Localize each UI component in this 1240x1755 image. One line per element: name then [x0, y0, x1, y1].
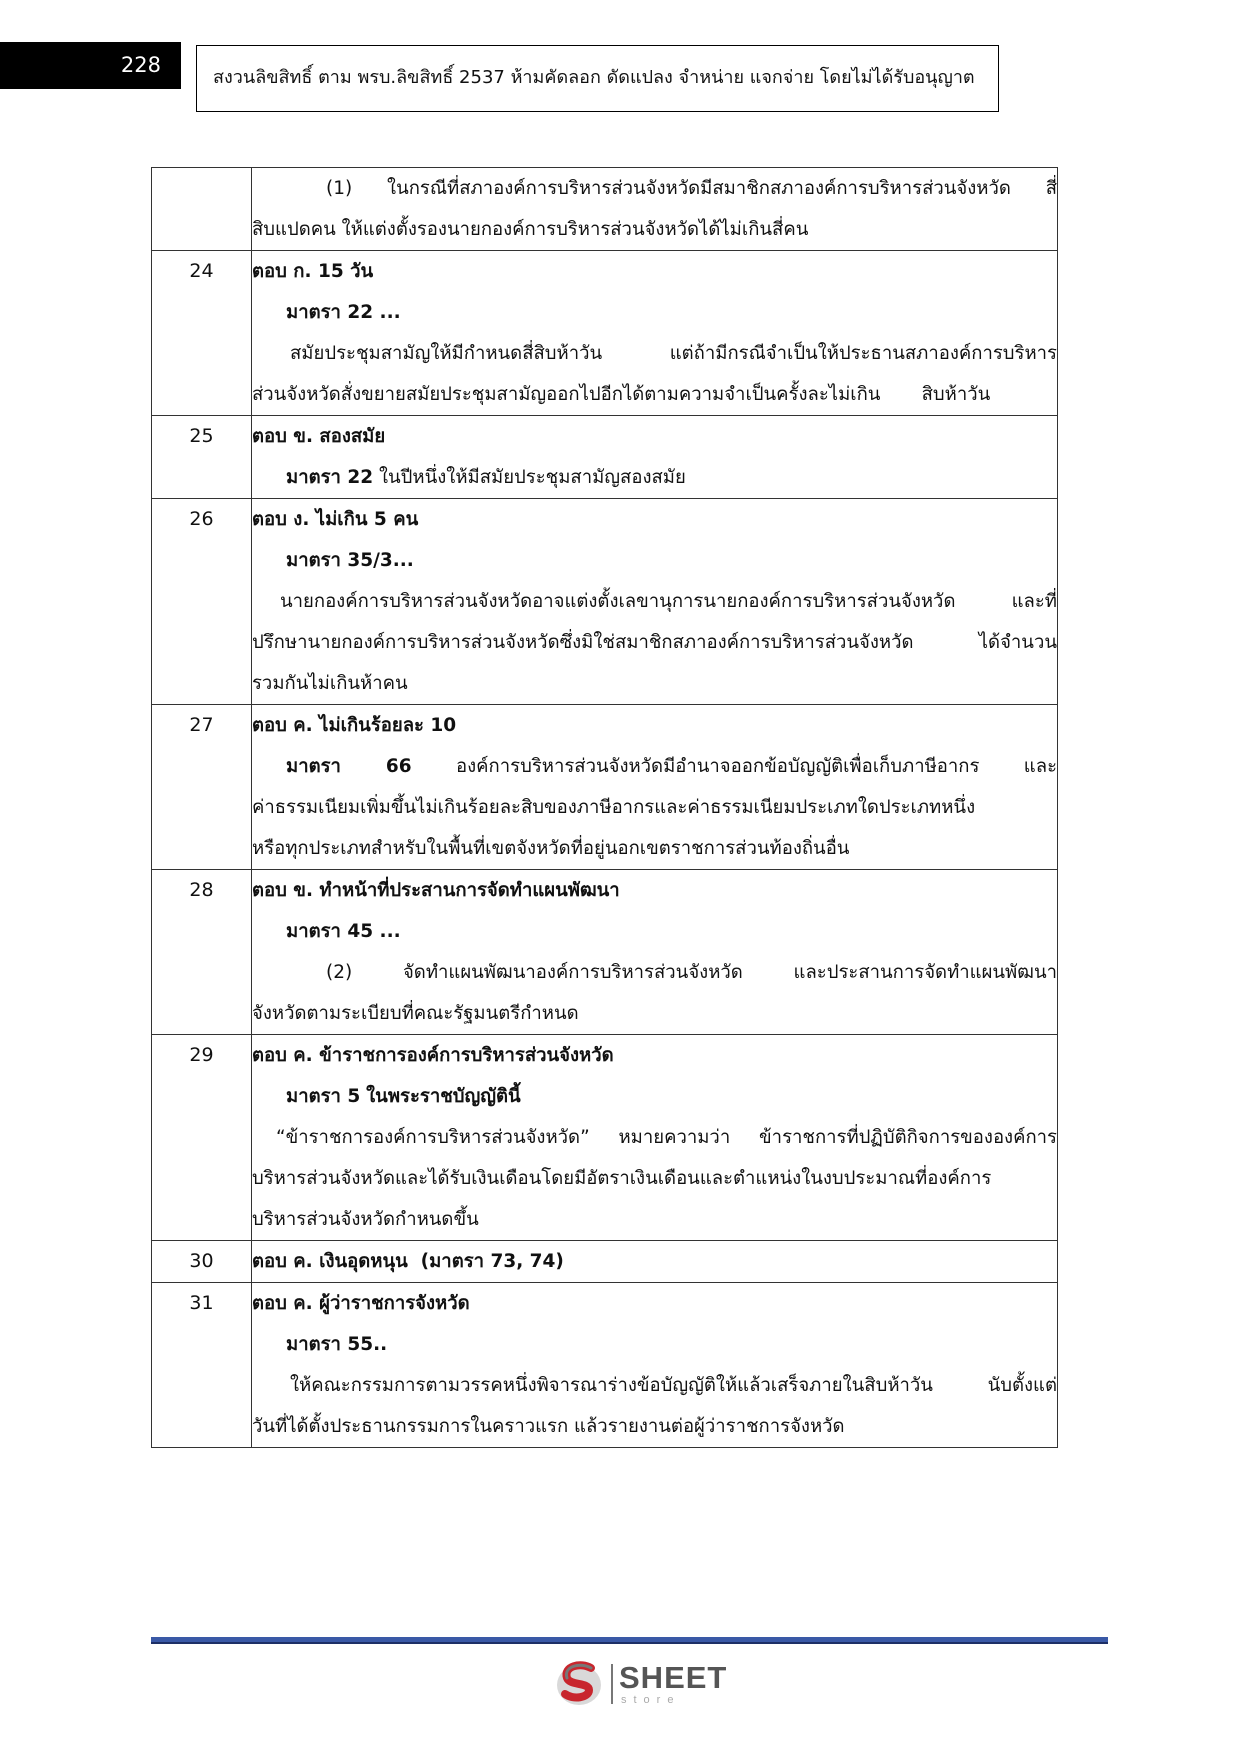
table-row: [152, 705, 1058, 870]
explanation-line: “ข้าราชการองค์การบริหารส่วนจังหวัด” หมายความว่า ข้าราชการที่ปฏิบัติกิจการขององค์การ: [276, 1127, 1057, 1148]
footer-divider: [151, 1637, 1108, 1644]
explanation-line: รวมกันไม่เกินห้าคน: [252, 673, 408, 694]
question-number: 30: [152, 1241, 252, 1283]
answer-content: [252, 870, 1058, 1035]
logo-sub-text: store: [621, 1694, 681, 1706]
section-ref: มาตรา 22: [286, 467, 374, 488]
copyright-notice: สงวนลิขสิทธิ์ ตาม พรบ.ลิขสิทธิ์ 2537 ห้ามคัดลอก ดัดแปลง จำหน่าย แจกจ่าย โดยไม่ได้รับอนุญาต: [196, 45, 999, 112]
answer-content: [252, 416, 1058, 499]
question-number: 24: [152, 251, 252, 416]
question-number: [152, 168, 252, 251]
answer-line: ตอบ ง. ไม่เกิน 5 คน: [252, 509, 419, 530]
question-number: 29: [152, 1035, 252, 1241]
explanation-line: หรือทุกประเภทสำหรับในพื้นที่เขตจังหวัดที่อยู่นอกเขตราชการส่วนท้องถิ่นอื่น: [252, 838, 850, 859]
explanation-line: จังหวัดตามระเบียบที่คณะรัฐมนตรีกำหนด: [252, 1003, 579, 1024]
answer-content: [252, 499, 1058, 705]
answer-line: ตอบ ค. ข้าราชการองค์การบริหารส่วนจังหวัด: [252, 1045, 614, 1066]
section-ref: มาตรา 55..: [286, 1334, 388, 1355]
explanation-line: นายกองค์การบริหารส่วนจังหวัดอาจแต่งตั้งเลขานุการนายกองค์การบริหารส่วนจังหวัด และที่: [280, 591, 1057, 612]
table-row: [152, 1035, 1058, 1241]
page-number: 228: [0, 42, 181, 89]
explanation-line: บริหารส่วนจังหวัดกำหนดขึ้น: [252, 1209, 479, 1230]
section-ref: มาตรา 5: [286, 1086, 361, 1107]
logo-s-icon: [555, 1658, 603, 1708]
sheet-store-logo: [555, 1658, 728, 1710]
question-number: 27: [152, 705, 252, 870]
explanation-line: สิบแปดคน ให้แต่งตั้งรองนายกองค์การบริหารส่วนจังหวัดได้ไม่เกินสี่คน: [252, 219, 809, 240]
logo-brand-text: SHEET: [619, 1660, 728, 1695]
answer-content: [252, 705, 1058, 870]
table-row: [152, 870, 1058, 1035]
answer-table: [151, 167, 1058, 1448]
section-text: องค์การบริหารส่วนจังหวัดมีอำนาจออกข้อบัญญัติเพื่อเก็บภาษีอากร และ: [456, 756, 1057, 777]
table-row: [152, 416, 1058, 499]
explanation-line: ให้คณะกรรมการตามวรรคหนึ่งพิจารณาร่างข้อบัญญัติให้แล้วเสร็จภายในสิบห้าวัน นับตั้งแต่: [290, 1375, 1057, 1396]
answer-content: [252, 1241, 1058, 1283]
answer-content: [252, 1283, 1058, 1448]
table-row: [152, 1241, 1058, 1283]
answer-line: ตอบ ค. ผู้ว่าราชการจังหวัด: [252, 1293, 470, 1314]
answer-line: ตอบ ก. 15 วัน: [252, 261, 374, 282]
question-number: 26: [152, 499, 252, 705]
table-row: [152, 1283, 1058, 1448]
section-ref: มาตรา 45 ...: [286, 921, 401, 942]
explanation-line: บริหารส่วนจังหวัดและได้รับเงินเดือนโดยมีอัตราเงินเดือนและตำแหน่งในงบประมาณที่องค์การ: [252, 1168, 992, 1189]
answer-content: [252, 251, 1058, 416]
explanation-line: (1) ในกรณีที่สภาองค์การบริหารส่วนจังหวัดมีสมาชิกสภาองค์การบริหารส่วนจังหวัด สี่: [326, 178, 1057, 199]
question-number: 25: [152, 416, 252, 499]
answer-line: ตอบ ข. สองสมัย: [252, 426, 386, 447]
question-number: 31: [152, 1283, 252, 1448]
answer-line: ตอบ ค. เงินอุดหนุน (มาตรา 73, 74): [252, 1251, 564, 1272]
section-ref: มาตรา 35/3...: [286, 550, 414, 571]
logo-divider: [611, 1664, 613, 1704]
answer-line: ตอบ ข. ทำหน้าที่ประสานการจัดทำแผนพัฒนา: [252, 880, 620, 901]
section-text: ในพระราชบัญญัตินี้: [366, 1086, 521, 1107]
table-row: [152, 251, 1058, 416]
answer-line: ตอบ ค. ไม่เกินร้อยละ 10: [252, 715, 457, 736]
explanation-line: วันที่ได้ตั้งประธานกรรมการในคราวแรก แล้วรายงานต่อผู้ว่าราชการจังหวัด: [252, 1416, 845, 1437]
answer-content: [252, 168, 1058, 251]
section-ref: มาตรา 66: [286, 756, 412, 777]
table-row: [152, 499, 1058, 705]
explanation-line: ค่าธรรมเนียมเพิ่มขึ้นไม่เกินร้อยละสิบของภาษีอากรและค่าธรรมเนียมประเภทใดประเภทหนึ่ง: [252, 797, 976, 818]
explanation-line: ส่วนจังหวัดสั่งขยายสมัยประชุมสามัญออกไปอีกได้ตามความจำเป็นครั้งละไม่เกิน สิบห้าวัน: [252, 384, 991, 405]
section-ref: มาตรา 22 ...: [286, 302, 401, 323]
question-number: 28: [152, 870, 252, 1035]
section-text: ในปีหนึ่งให้มีสมัยประชุมสามัญสองสมัย: [379, 467, 686, 488]
table-row: [152, 168, 1058, 251]
explanation-line: (2) จัดทำแผนพัฒนาองค์การบริหารส่วนจังหวัด และประสานการจัดทำแผนพัฒนา: [326, 962, 1057, 983]
explanation-line: สมัยประชุมสามัญให้มีกำหนดสี่สิบห้าวัน แต่ถ้ามีกรณีจำเป็นให้ประธานสภาองค์การบริหาร: [290, 343, 1057, 364]
answer-content: [252, 1035, 1058, 1241]
explanation-line: ปรึกษานายกองค์การบริหารส่วนจังหวัดซึ่งมิใช่สมาชิกสภาองค์การบริหารส่วนจังหวัด ได้จำนวน: [252, 632, 1057, 653]
